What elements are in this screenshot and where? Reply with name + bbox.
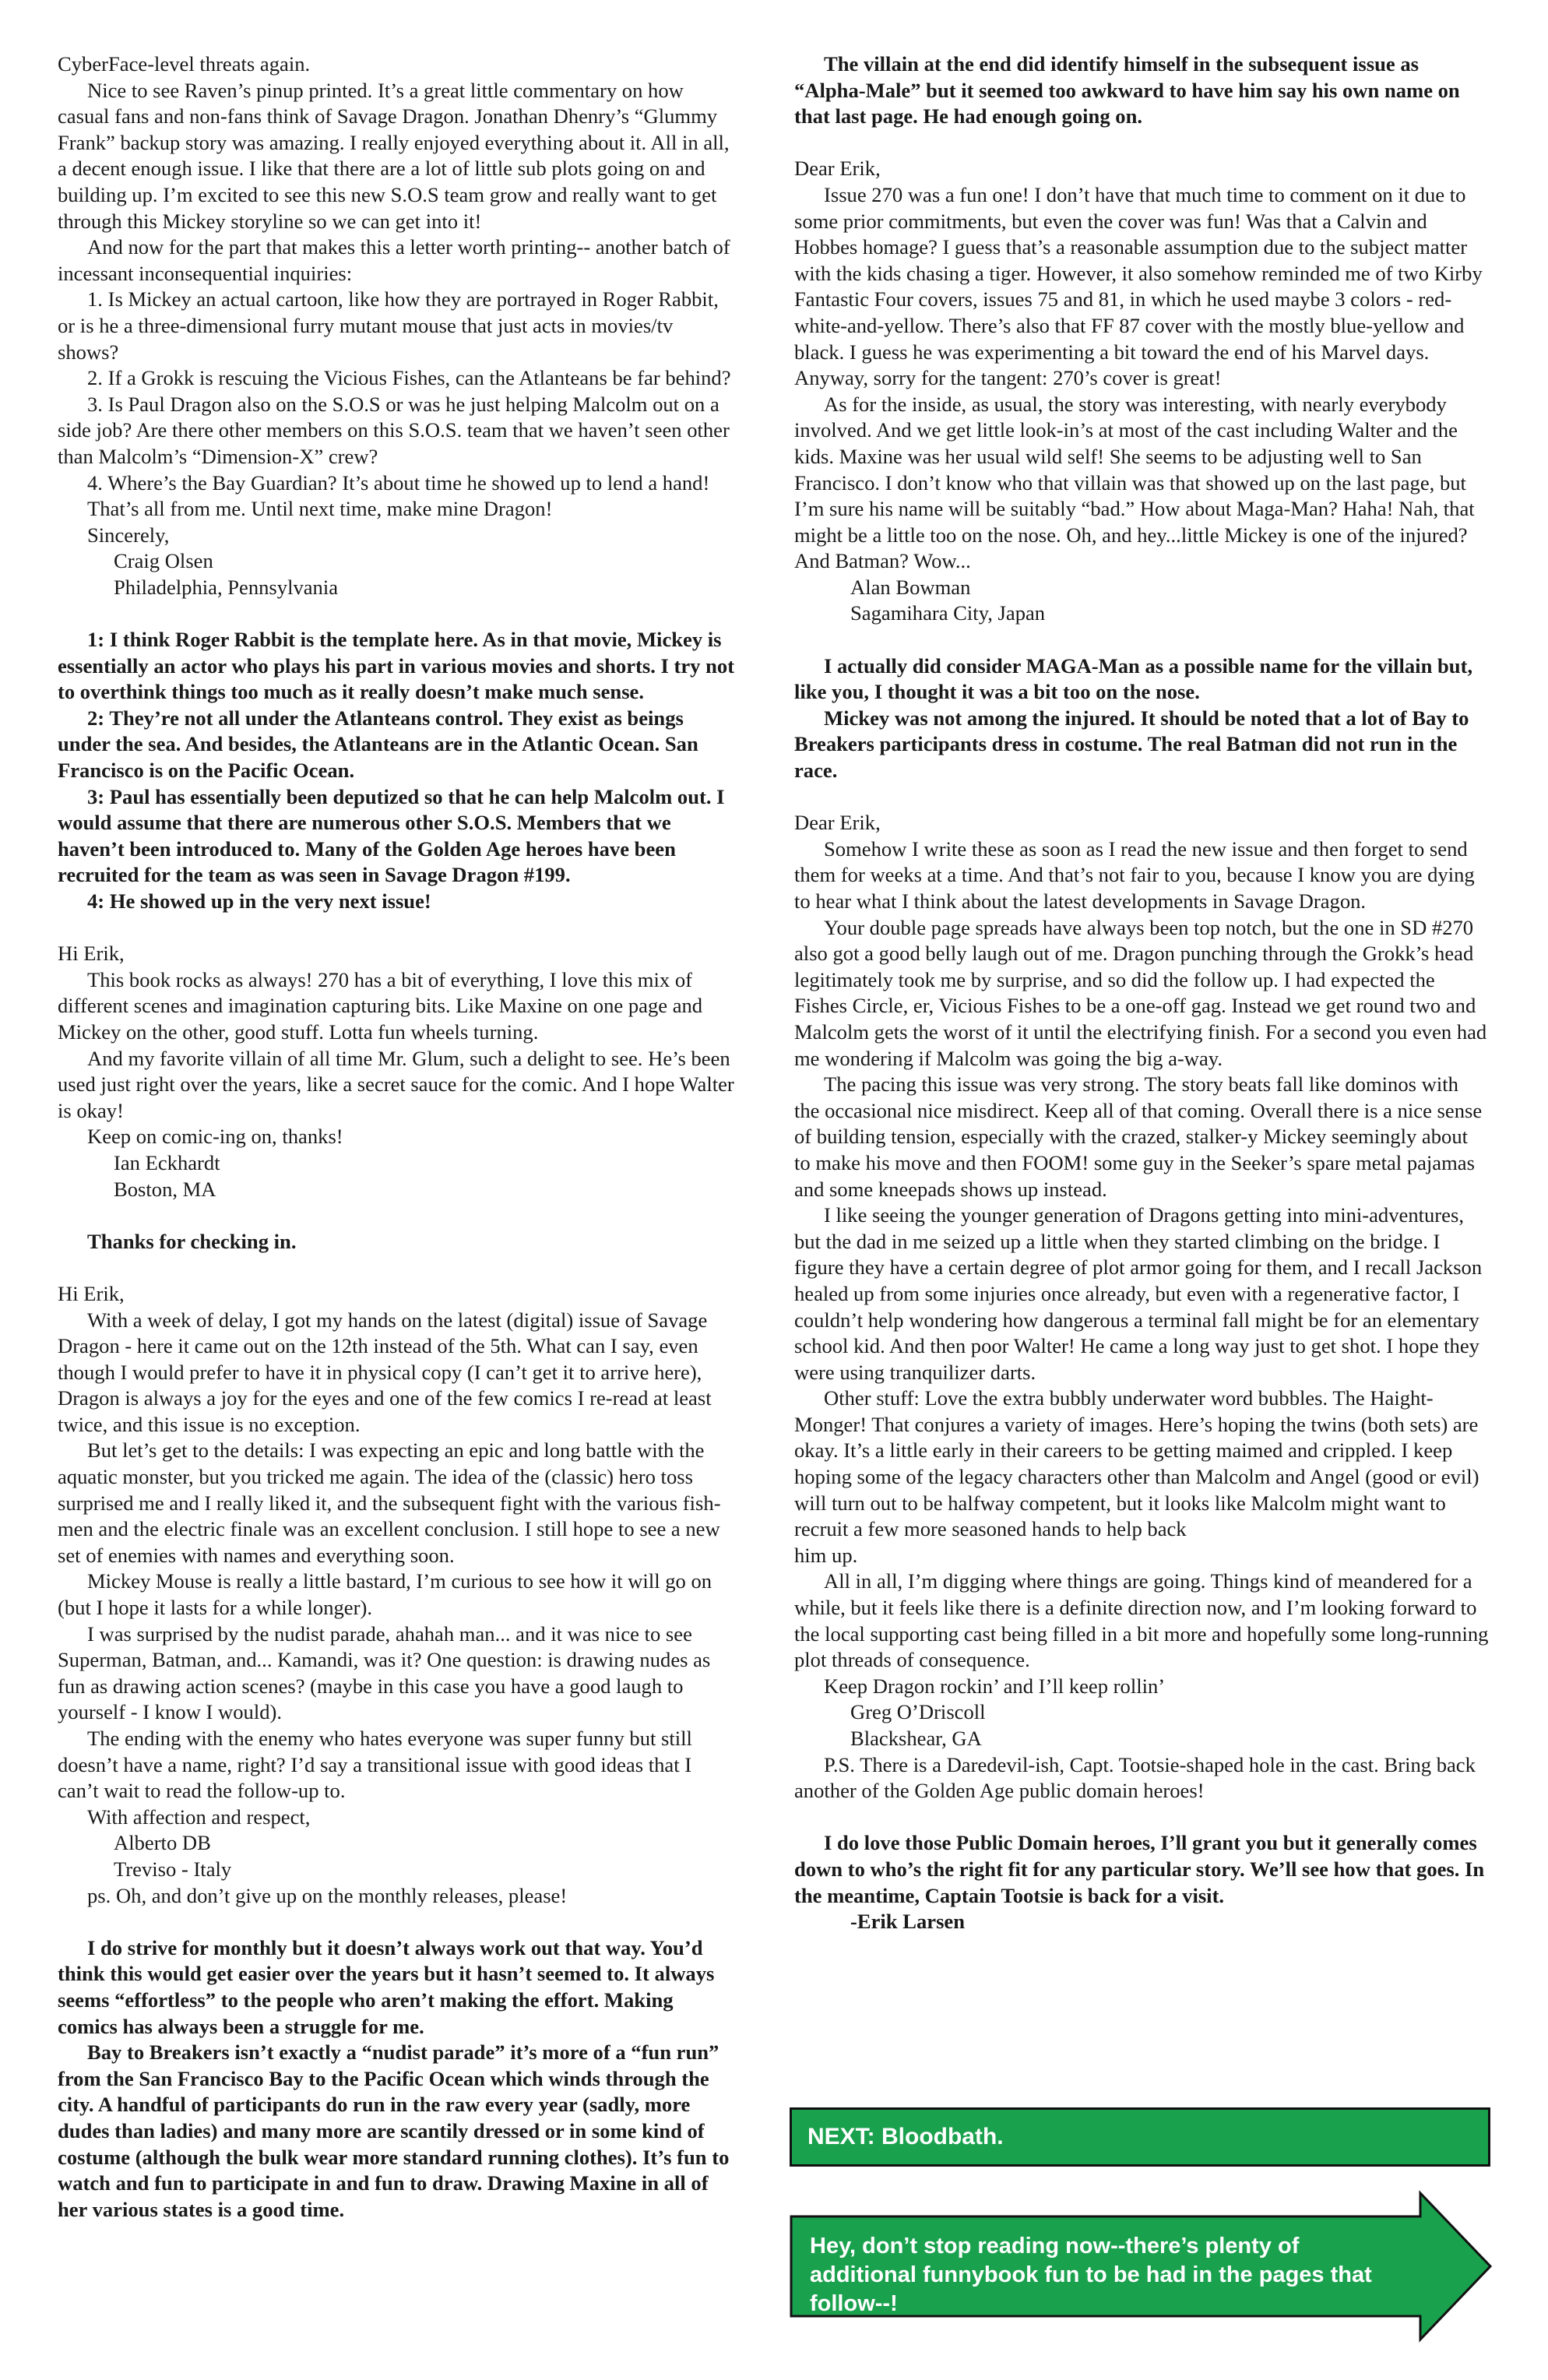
letter-closing: Keep Dragon rockin’ and I’ll keep rollin’ [824, 1674, 1166, 1698]
left-column [58, 51, 737, 2223]
editor-reply: I do strive for monthly but it doesn’t always work out that way. You’d think this would get easier over the years but it hasn’t seemed to. It always seems “effortless” to the people who aren’t making the effort. Making comics has always been a struggle for me. [58, 1935, 715, 2038]
letter-text: But let’s get to the details: I was expecting an epic and long battle with the aquatic monster, but you tricked me again. The idea of the (classic) hero toss surprised me and I really liked it, and the subsequent fight with the various fish-men and the electric finale was an excellent conclusion. I still hope to see a new set of enemies with names and everything soon. [58, 1438, 721, 1567]
signature-name: Craig Olsen [114, 549, 213, 573]
letter-ps: P.S. There is a Daredevil-ish, Capt. Tootsie-shaped hole in the cast. Bring back another of the Golden Age public domain heroes! [794, 1752, 1476, 1803]
letter-text: All in all, I’m digging where things are going. Things kind of meandered for a while, but it feels like there is a definite direction now, and I’m looking forward to the local supporting cast being filled in a bit more and hopefully some long-running plot threads of consequence. [794, 1569, 1489, 1672]
continue-reading-arrow [788, 2190, 1493, 2343]
letter-text: With a week of delay, I got my hands on the latest (digital) issue of Savage Dragon - here it came out on the 12th instead of the 5th. What can I say, even though I would prefer to have it in physical copy (I can’t get it to arrive here), Dragon is always a joy for the eyes and one of the few comics I re-read at least twice, and this issue is no exception. [58, 1308, 712, 1436]
next-issue-text: NEXT: Bloodbath. [807, 2124, 1004, 2149]
question-2: 2. If a Grokk is rescuing the Vicious Fishes, can the Atlanteans be far behind? [87, 366, 731, 390]
question-4: 4. Where’s the Bay Guardian? It’s about time he showed up to lend a hand! [87, 470, 710, 495]
letter-greeting: Dear Erik, [794, 811, 881, 835]
editor-reply: I actually did consider MAGA-Man as a possible name for the villain but, like you, I thought it was a bit too on the nose. [794, 653, 1473, 704]
letter-text: I was surprised by the nudist parade, ahahah man... and it was nice to see Superman, Batman, and... Kamandi, was it? One question: is drawing nudes as fun as drawing action scenes? (maybe in this case you have a good laugh to yourself - I know I would). [58, 1621, 711, 1724]
signature-place: Philadelphia, Pennsylvania [114, 575, 339, 599]
letter-ps: ps. Oh, and don’t give up on the monthly releases, please! [87, 1883, 568, 1907]
editor-reply: 1: I think Roger Rabbit is the template here. As in that movie, Mickey is essentially an actor who plays his part in various movies and shorts. I try not to overthink things too much as it really doesn’t make much sense. [58, 628, 735, 704]
editor-reply: 4: He showed up in the very next issue! [87, 889, 431, 913]
signature-place: Sagamihara City, Japan [850, 601, 1046, 625]
next-issue-box [790, 2107, 1490, 2167]
signature-place: Boston, MA [114, 1177, 216, 1201]
letter-closing: Sincerely, [87, 523, 170, 547]
editor-reply: Mickey was not among the injured. It should be noted that a lot of Bay to Breakers participants dress in costume. The real Batman did not run in the race. [794, 706, 1469, 783]
letter-text: The ending with the enemy who hates everyone was super funny but still doesn’t have a name, right? I’d say a transitional issue with good ideas that I can’t wait to read the follow-up to. [58, 1727, 692, 1803]
question-1: 1. Is Mickey an actual cartoon, like how they are portrayed in Roger Rabbit, or is he a three-dimensional furry mutant mouse that just acts in movies/tv shows? [58, 287, 719, 364]
letter-closing: Keep on comic-ing on, thanks! [87, 1125, 343, 1149]
signature-name: Ian Eckhardt [114, 1150, 220, 1174]
letter-text: The pacing this issue was very strong. The story beats fall like dominos with the occasional nice misdirect. Keep all of that coming. Overall there is a nice sense of building tension, especially with the crazed, stalker-y Mickey seemingly about to make his move and then FOOM! some guy in the Seeker’s spare metal pajamas and some kneepads shows up instead. [794, 1072, 1483, 1201]
letter-text: CyberFace-level threats again. [58, 52, 311, 76]
letter-text: Mickey Mouse is really a little bastard, I’m curious to see how it will go on (but I hope it lasts for a while longer). [58, 1569, 712, 1620]
continue-reading-text: Hey, don’t stop reading now--there’s plenty of additional funnybook fun to be had in the pages that follow--! [810, 2234, 1372, 2316]
letter-greeting: Hi Erik, [58, 942, 125, 966]
signature-name: Alberto DB [114, 1831, 211, 1855]
letter-text: That’s all from me. Until next time, make mine Dragon! [87, 497, 553, 521]
letter-text: This book rocks as always! 270 has a bit of everything, I love this mix of different scenes and imagination capturing bits. Like Maxine on one page and Mickey on the other, good stuff. Lotta fun wheels turning. [58, 967, 703, 1044]
letter-text: And my favorite villain of all time Mr. Glum, such a delight to see. He’s been used just right over the years, like a secret sauce for the comic. And I hope Walter is okay! [58, 1046, 734, 1122]
letter-text: Somehow I write these as soon as I read the new issue and then forget to send them for weeks at a time. And that’s not fair to you, because I know you are dying to hear what I think about the latest developments in Savage Dragon. [794, 836, 1475, 913]
letter-text: him up. [794, 1543, 858, 1567]
letter-text: I like seeing the younger generation of Dragons getting into mini-adventures, but the dad in me seized up a little when they started climbing on the bridge. I figure they have a certain degree of plot armor going for them, and I recall Jackson healed up from some injuries once already, but even with a regenerative factor, I couldn’t help wondering how dangerous a terminal fall might be for an elementary school kid. And then poor Walter! He came a long way just to get shot. I hope they were using tranquilizer darts. [794, 1203, 1483, 1384]
letter-text: And now for the part that makes this a letter worth printing-- another batch of incessant inconsequential inquiries: [58, 235, 730, 285]
letter-text: Issue 270 was a fun one! I don’t have that much time to comment on it due to some prior commitments, but even the cover was fun! Was that a Calvin and Hobbes homage? I guess that’s a reasonable assumption due to the subject matter with the kids chasing a tiger. However, it also somehow reminded me of two Kirby Fantastic Four covers, issues 75 and 81, in which he used maybe 3 colors - red-white-and-yellow. There’s also that FF 87 cover with the mostly blue-yellow and black. I guess he was experimenting a bit toward the end of his Marvel days. Anyway, sorry for the tangent: 270’s cover is great! [794, 182, 1483, 390]
letter-closing: With affection and respect, [87, 1804, 311, 1829]
letter-text: Other stuff: Love the extra bubbly underwater word bubbles. The Haight-Monger! That conjures a variety of images. Here’s hoping the twins (both sets) are okay. It’s a little early in their careers to be getting maimed and crippled. I keep hoping some of the legacy characters other than Malcolm and Angel (good or evil) will turn out to be halfway competent, but it looks like Malcolm might want to recruit a few more seasoned hands to help back [794, 1386, 1479, 1541]
editor-reply: The villain at the end did identify himself in the subsequent issue as “Alpha-Male” but it seemed too awkward to have him say his own name on that last page. He had enough going on. [794, 52, 1460, 129]
right-column [794, 51, 1489, 1935]
editor-reply: 2: They’re not all under the Atlanteans control. They exist as beings under the sea. And besides, the Atlanteans are in the Atlantic Ocean. San Francisco is on the Pacific Ocean. [58, 706, 698, 783]
editor-reply: Bay to Breakers isn’t exactly a “nudist parade” it’s more of a “fun run” from the San Francisco Bay to the Pacific Ocean which winds through the city. A handful of participants do run in the raw every year (sadly, more dudes than ladies) and many more are scantily dressed or in some kind of costume (although the bulk wear more standard running clothes). It’s fun to watch and fun to participate in and fun to draw. Drawing Maxine in all of her various states is a good time. [58, 2040, 730, 2221]
editor-reply: Thanks for checking in. [87, 1229, 297, 1253]
editor-signoff: -Erik Larsen [850, 1910, 966, 1934]
signature-name: Greg O’Driscoll [850, 1700, 986, 1724]
letter-text: Your double page spreads have always been top notch, but the one in SD #270 also got a good belly laugh out of me. Dragon punching through the Grokk’s head legitimately took me by surprise, and so did the follow up. I had expected the Fishes Circle, er, Vicious Fishes to be a one-off gag. Instead we get round two and Malcolm gets the worst of it until the electrifying finish. For a second you even had me wondering if Malcolm was going the big a-way. [794, 915, 1487, 1070]
question-3: 3. Is Paul Dragon also on the S.O.S or was he just helping Malcolm out on a side job? Are there other members on this S.O.S. team that we haven’t seen other than Malcolm’s “Dimension-X” crew? [58, 392, 730, 468]
signature-name: Alan Bowman [850, 575, 971, 599]
letter-greeting: Hi Erik, [58, 1281, 125, 1305]
letter-text: As for the inside, as usual, the story was interesting, with nearly everybody involved. And we get little look-in’s at most of the cast including Walter and the kids. Maxine was her usual wild self! She seems to be adjusting well to San Francisco. I don’t know who that villain was that showed up on the last page, but I’m sure his name will be suitably “bad.” How about Maga-Man? Haha! Nah, that might be a little too on the nose. Oh, and hey...little Mickey is one of the injured? And Batman? Wow... [794, 392, 1475, 573]
signature-place: Blackshear, GA [850, 1727, 982, 1750]
letter-text: Nice to see Raven’s pinup printed. It’s a great little commentary on how casual fans and non-fans think of Savage Dragon. Jonathan Dhenry’s “Glummy Frank” backup story was amazing. I really enjoyed everything about it. All in all, a decent enough issue. I like that there are a lot of little sub plots going on and building up. I’m excited to see this new S.O.S team grow and really want to get through this Mickey storyline so we can get into it! [58, 78, 730, 233]
letter-greeting: Dear Erik, [794, 157, 881, 181]
editor-reply: I do love those Public Domain heroes, I’ll grant you but it generally comes down to who’s the right fit for any particular story. We’ll see how that goes. In the meantime, Captain Tootsie is back for a visit. [794, 1831, 1485, 1907]
editor-reply: 3: Paul has essentially been deputized so that he can help Malcolm out. I would assume that there are numerous other S.O.S. Members that we haven’t been introduced to. Many of the Golden Age heroes have been recruited for the team as was seen in Savage Dragon #199. [58, 784, 725, 887]
signature-place: Treviso - Italy [114, 1857, 232, 1881]
